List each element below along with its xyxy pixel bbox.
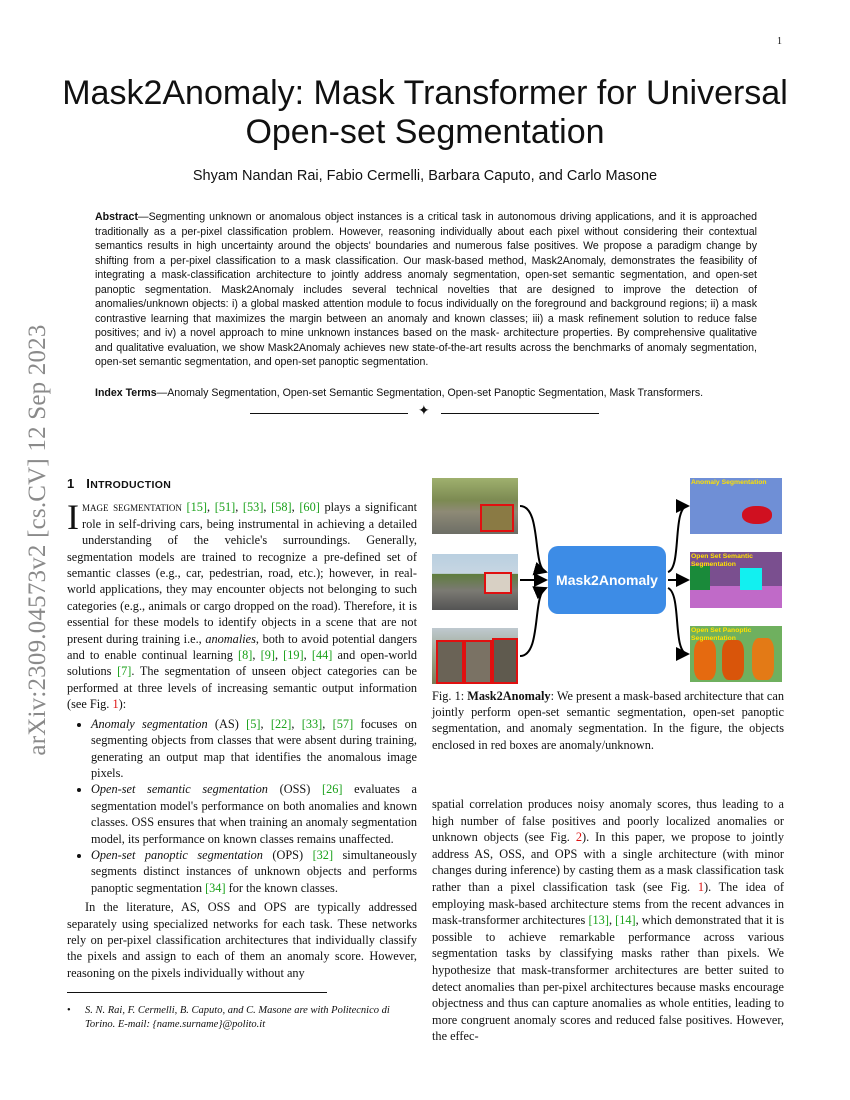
- figure-link[interactable]: 1: [112, 697, 119, 712]
- section-title-initial: I: [86, 476, 91, 491]
- separator-line-right: [441, 413, 599, 414]
- mask2anomaly-block: Mask2Anomaly: [548, 546, 666, 614]
- anomaly-box: [436, 640, 464, 684]
- drop-cap: I: [67, 497, 79, 538]
- citation-link[interactable]: [15]: [186, 500, 208, 515]
- citation-link[interactable]: [14]: [615, 913, 636, 928]
- abstract-label: Abstract: [95, 211, 138, 223]
- citation-link[interactable]: [34]: [205, 880, 226, 895]
- anomaly-box: [492, 638, 518, 684]
- separator-diamond-icon: ✦: [418, 404, 430, 419]
- citation-link[interactable]: [9]: [260, 648, 275, 663]
- anomaly-box: [484, 572, 512, 594]
- segmentation-levels-list: [67, 716, 417, 896]
- output-label: Anomaly Segmentation: [691, 479, 767, 486]
- left-column: [67, 476, 417, 981]
- section-number: 1: [67, 476, 75, 491]
- figure-caption: Fig. 1: Mask2Anomaly: We present a mask-based architecture that can jointly perform open-set semantic segmentation, open-set panoptic segmentation, and anomaly segmentation. In the figure, the objects enclosed in red boxes are anomaly/unknown.: [432, 689, 784, 752]
- abstract: [95, 210, 757, 370]
- arxiv-stamp-text: arXiv:2309.04573v2 [cs.CV] 12 Sep 2023: [24, 324, 51, 756]
- output-label: Open Set Panoptic Segmentation: [691, 627, 752, 642]
- footnote-bullet: •: [67, 1005, 71, 1016]
- arrow-in-1: [520, 506, 546, 572]
- separator-line-left: [250, 413, 408, 414]
- citation-link[interactable]: [13]: [588, 913, 609, 928]
- abstract-text: —Segmenting unknown or anomalous object instances is a critical task in autonomous driving applications, and it is approached traditionally as a per-pixel classification problem. However, reasoning individually about each pixel without considering their contextual semantics results in high uncertainty around the objects' boundaries and numerous false positives. We propose a paradigm change by shifting from a per-pixel classification to a mask classification. Our mask-based method, Mask2Anomaly, demonstrates the feasibility of integrating a mask-classification architecture to jointly address anomaly segmentation, open-set semantic segmentation, and open-set panoptic segmentation. Mask2Anomaly includes several technical novelties that are designed to improve the detection of anomalies/unknown objects: i) a global masked attention module to focus individually on the foreground and background regions; ii) a mask contrastive learning that maximizes the margin between an anomaly and known classes; iii) a mask refinement solution to reduce false positives; and iv) a novel approach to mine unknown instances based on the mask- architecture properties. By comprehensive qualitative and qualitative evaluation, we show Mask2Anomaly achieves new state-of-the-art results across the benchmarks of anomaly segmentation, open-set semantic segmentation, and open-set panoptic segmentation.: [95, 211, 757, 368]
- output-open-set-semantic: [690, 552, 782, 608]
- output-label: Open Set Semantic Segmentation: [691, 553, 753, 568]
- output-open-set-panoptic: [690, 626, 782, 682]
- footnote: [67, 1004, 419, 1032]
- index-terms-text: —Anomaly Segmentation, Open-set Semantic Segmentation, Open-set Panoptic Segmentation, Mask Transformers.: [156, 387, 704, 399]
- arrow-out-3: [668, 588, 688, 654]
- arrow-in-3: [520, 588, 546, 656]
- citation-link[interactable]: [32]: [312, 847, 334, 862]
- citation-link[interactable]: [33]: [301, 716, 323, 731]
- index-terms: [95, 386, 757, 400]
- title-line-1: Mask2Anomaly: Mask Transformer for Universal: [62, 74, 788, 112]
- right-column-text: spatial correlation produces noisy anomaly scores, thus leading to a high number of false positives and poorly localized anomalies or unknown objects (see Fig. 2). In this paper, we propose to jointly address AS, OSS, and OPS with a single architecture (with minor changes during inference) by casting them as a mask classification task rather than a pixel classification task (see Fig. 1). The idea of employing mask-based architecture stems from the recent advances in mask-transformer architectures [13], [14], which demonstrated that it is possible to achieve remarkable performance across various segmentation tasks by classifying masks rather than pixels. We hypothesize that mask-transformer architectures are better suited to detect anomalies than per-pixel architectures because masks encourage objectness and thus can capture anomalies as whole entities, leading to more congruent anomaly scores and reduced false positives. However, the effec-: [432, 797, 784, 1044]
- list-item: • Anomaly segmentation (AS) [5], [22], [33], [57] focuses on segmenting objects from classes that were absent during training, generating an output map that identifies the anomalous image pixels.: [91, 716, 417, 782]
- footnote-text: S. N. Rai, F. Cermelli, B. Caputo, and C. Masone are with Politecnico di Torino. E-mail: {name.surname}@polito.it: [85, 1005, 390, 1030]
- authors: Shyam Nandan Rai, Fabio Cermelli, Barbara Caputo, and Carlo Masone: [192, 168, 658, 184]
- citation-link[interactable]: [8]: [238, 648, 253, 663]
- paper-title: [60, 74, 790, 152]
- section-heading: [67, 476, 417, 493]
- section-title-rest: NTRODUCTION: [90, 479, 172, 491]
- input-image-zebras: [432, 628, 518, 684]
- literature-paragraph: In the literature, AS, OSS and OPS are typically addressed separately using specialized networks for each task. These networks rely on per-pixel classification architectures that individually classify the pixels and assign to each of them an anomaly score. However, reasoning on the pixels individually without any: [67, 900, 417, 980]
- figure-1: [432, 476, 784, 688]
- citation-link[interactable]: [44]: [311, 648, 333, 663]
- citation-link[interactable]: [22]: [270, 716, 292, 731]
- output-anomaly-segmentation: [690, 478, 782, 534]
- arxiv-stamp: [18, 300, 58, 780]
- anomaly-box: [480, 504, 514, 532]
- citation-link[interactable]: [60]: [299, 500, 320, 515]
- list-item: • Open-set panoptic segmentation (OPS) [32] simultaneously segments distinct instances of unknown objects and performs panoptic segmentation [34] for the known classes.: [91, 847, 417, 896]
- arrow-out-1: [668, 506, 688, 572]
- citation-link[interactable]: [26]: [322, 782, 343, 797]
- citation-link[interactable]: [51]: [214, 500, 236, 515]
- citation-link[interactable]: [5]: [246, 716, 261, 731]
- input-image-simulation: [432, 554, 518, 610]
- input-image-road: [432, 478, 518, 534]
- anomaly-blob: [742, 506, 772, 524]
- title-line-2: Open-set Segmentation: [245, 113, 605, 151]
- index-terms-label: Index Terms: [95, 387, 157, 399]
- citation-link[interactable]: [58]: [271, 500, 292, 515]
- anomaly-box: [464, 640, 492, 684]
- citation-link[interactable]: [7]: [117, 664, 132, 679]
- footnote-rule: [67, 992, 327, 993]
- figure-link[interactable]: 2: [575, 830, 583, 845]
- intro-paragraph: Image segmentation [15], [51], [53], [58], [60] plays a significant role in self-driving cars, being instrumental in achieving a detailed understanding of the vehicle's surroundings. Generally, segmentation models are trained to recognize a pre-defined set of semantic classes (e.g., car, pedestrian, road, etc.); however, in real-world applications, they may encounter objects not belonging to such categories (e.g., animals or cargo dropped on the road). Therefore, it is essential for these models to identify objects in a scene that are not present during training i.e., anomalies, both to avoid potential dangers and to enable continual learning [8], [9], [19], [44] and open-world solutions [7]. The segmentation of unseen object categories can be performed at three levels of increasing semantic output information (see Fig. 1):: [67, 497, 418, 712]
- citation-link[interactable]: [19]: [283, 648, 304, 663]
- citation-link[interactable]: [53]: [242, 500, 264, 515]
- figure-link[interactable]: 1: [697, 879, 704, 894]
- page-number: 1: [777, 36, 782, 47]
- list-item: • Open-set semantic segmentation (OSS) [26] evaluates a segmentation model's performance on both anomalies and known classes. OSS ensures that when training an anomaly segmentation model, its performance on known classes remains unaffected.: [91, 781, 417, 847]
- citation-link[interactable]: [57]: [332, 716, 354, 731]
